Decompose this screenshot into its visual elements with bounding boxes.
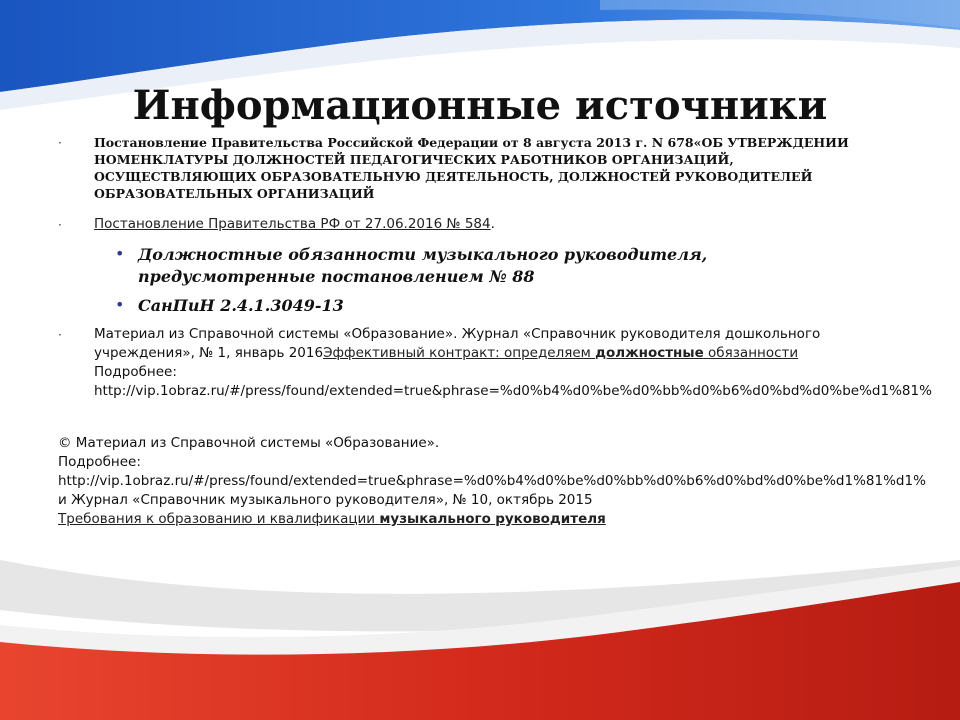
bullet-marker: · [58,218,62,232]
url-text: http://vip.1obraz.ru/#/press/found/extended=true&phrase=%d0%b4%d0%be%d0%bb%d0%b6%d0%bd%d0%be%d1%81% [94,383,932,399]
footer-block: © Материал из Справочной системы «Образование». Подробнее: http://vip.1obraz.ru/#/press/found/extended=true&phrase=%d0%b4%d0%be%d0%bb%d0%b6%d0%bd%d0%be%d1%81%d1% и Журнал «Справочник музыкального руководителя», № 10, октябрь 2015 Требования к образованию и квалификации музыкального руководителя [58,434,960,529]
effective-contract-link[interactable]: Эффективный контракт: определяем должностные обязанности [323,345,799,361]
sub-item-sanpin: СанПиН 2.4.1.3049-13 [138,296,344,315]
bullet-marker: · [58,328,62,342]
sub-bullet-icon: • [115,295,125,314]
qualification-requirements-link[interactable]: Требования к образованию и квалификации музыкального руководителя [58,511,606,527]
sub-item-duties: Должностные обязанности музыкального руководителя, предусмотренные постановлением № 88 [138,245,708,286]
bullet-marker: · [58,136,62,150]
url-text: http://vip.1obraz.ru/#/press/found/extended=true&phrase=%d0%b4%d0%be%d0%bb%d0%b6%d0%bd%d0%be%d1%81%d1% [58,473,926,489]
decree-584-link[interactable]: Постановление Правительства РФ от 27.06.2016 № 584 [94,216,491,232]
source-item-1: Постановление Правительства Российской Федерации от 8 августа 2013 г. N 678«ОБ УТВЕРЖДЕНИИ НОМЕНКЛАТУРЫ ДОЛЖНОСТЕЙ ПЕДАГОГИЧЕСКИХ РАБОТНИКОВ ОРГАНИЗАЦИЙ, ОСУЩЕСТВЛЯЮЩИХ ОБРАЗОВАТЕЛЬНУЮ ДЕЯТЕЛЬНОСТЬ, ДОЛЖНОСТЕЙ РУКОВОДИТЕЛЕЙ ОБРАЗОВАТЕЛЬНЫХ ОРГАНИЗАЦИЙ [94,135,849,201]
source-item-2: Постановление Правительства РФ от 27.06.2016 № 584. [94,216,495,232]
source-item-3: Материал из Справочной системы «Образование». Журнал «Справочник руководителя дошкольного учреждения», № 1, январь 2016Эффективный контракт: определяем должностные обязанности Подробнее: http://vip.1obraz.ru/#/press/found/extended=true&phrase=%d0%b4%d0%be%d0%bb%d0%b6%d0%bd%d0%be%d1%81% [94,325,960,401]
page-title: Информационные источники [132,82,828,129]
sub-bullet-icon: • [115,244,125,263]
